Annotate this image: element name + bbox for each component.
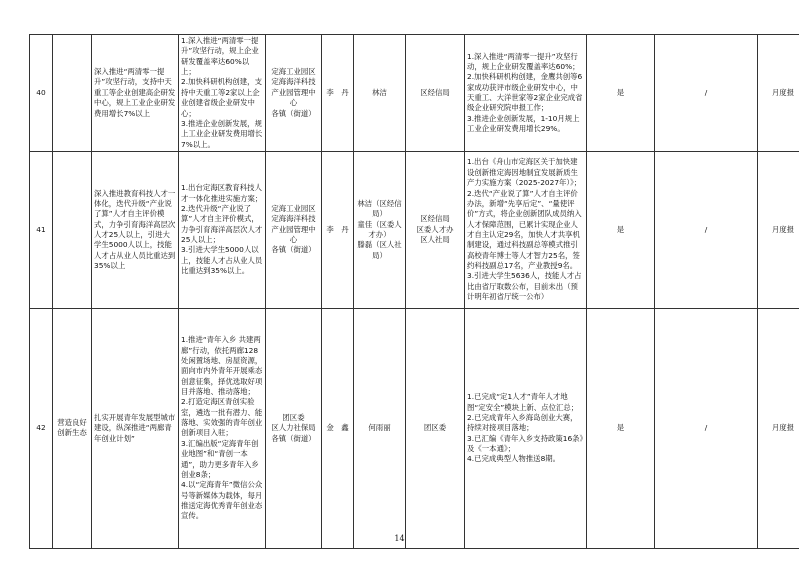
dept-cell: 区经信局 (406, 35, 465, 152)
leader-cell: 李 丹 (322, 151, 354, 308)
person-cell: 林洁（区经信局） 童佳（区委人才办） 滕磊（区人社局） (354, 151, 406, 308)
person-cell: 何雨丽 (354, 308, 406, 548)
table-row (30, 35, 799, 152)
task-cell: 深入推进教育科技人才一体化，迭代升级“产业说了算”人才自主评价模式，力争引育海洋高层次人才25人以上，引进大学生5000人以上，技能人才占从业人员比重达到35%以上 (92, 151, 179, 308)
person-cell: 林洁 (354, 35, 406, 152)
category-cell-empty (53, 35, 92, 152)
task-cell: 扎实开展青年发展型城市建设，纵深推进“两廊青年创业计划” (92, 308, 179, 548)
progress-cell: 1.出台《舟山市定海区关于加快建设创新推定海因地制宜发展新质生产力实施方案（2025-2027年）》； 2.迭代“产业说了算”人才自主评价办法，新增“先享后定”、“量使评价”方式，将企业创新团队成员纳入人才保障范围，已累计实现企业人才自主认定29名，加快人才共享机制建设，通过科技副总等模式推引高校青年博士等人才智力25名，签约科技副总17名，产业教授9名。 3.引进大学生5636人，技能人才占比由省厅取数公布，目前未出（预计明年初省厅统一公布） (465, 151, 587, 308)
frequency-cell: 月度报 (758, 35, 799, 152)
frequency-cell: 月度报 (758, 151, 799, 308)
lead-unit-cell: 定海工业园区 定海海洋科技产业园管理中心 各镇（街道） (266, 151, 322, 308)
lead-unit-cell: 团区委 区人力社保局 各镇（街道） (266, 308, 322, 548)
flag-cell: 是 (587, 35, 655, 152)
task-cell: 深入推进“两清零一提升”攻坚行动，支持中天重工等企业创建高企研发中心，规上工业企业研发费用增长7%以上 (92, 35, 179, 152)
category-cell: 营造良好创新生态 (53, 308, 92, 548)
category-cell-empty (53, 151, 92, 308)
slash-cell: / (655, 151, 758, 308)
leader-cell: 李 丹 (322, 35, 354, 152)
slash-cell: / (655, 308, 758, 548)
row-number: 40 (30, 35, 53, 152)
page-number: 14 (394, 534, 405, 543)
flag-cell: 是 (587, 151, 655, 308)
task-table (29, 34, 799, 549)
dept-cell: 区经信局 区委人才办 区人社局 (406, 151, 465, 308)
table-row (30, 308, 799, 548)
flag-cell: 是 (587, 308, 655, 548)
row-number: 41 (30, 151, 53, 308)
measures-cell: 1.深入推进“两清零一提升”攻坚行动，规上企业研发覆盖率达60%以上； 2.加快科研机构创建，支持中天重工等2家以上企业创建省级企业研发中心； 3.推进企业创新发展，规上工业企业研发费用增长7%以上。 (179, 35, 266, 152)
lead-unit-cell: 定海工业园区 定海海洋科技产业园管理中心 各镇（街道） (266, 35, 322, 152)
progress-cell: 1.深入推进“两清零一提升”攻坚行动，规上企业研发覆盖率达60%； 2.加快科研机构创建，金鹰共创等6家成功获评市级企业研发中心，中天重工、大洋世家等2家企业完成省级企业研究院申报工作； 3.推进企业创新发展，1-10月规上工业企业研发费用增长29%。 (465, 35, 587, 152)
progress-cell: 1.已完成“定1人才”青年人才地图“定安全”模块上新、点位汇总； 2.已完成青年入乡海岛创业大赛，持续对接项目落地； 3.已汇编《青年入乡支持政策16条》及《一本通》； 4.已完成典型人物推送8期。 (465, 308, 587, 548)
dept-cell: 团区委 (406, 308, 465, 548)
measures-cell: 1.出台定海区教育科技人才一体化推进实施方案； 2.迭代升级“产业说了算”人才自主评价模式，力争引育海洋高层次人才25人以上； 3.引进大学生5000人以上，技能人才占从业人员比重达到35%以上。 (179, 151, 266, 308)
row-number: 42 (30, 308, 53, 548)
frequency-cell: 月度报 (758, 308, 799, 548)
measures-cell: 1.推进“青年入乡 共建两廊”行动，依托两廊128处闲置场地、房屋资源，面向市内外青年开展乘态创意征集，择优选取好项目并落地、推动落地； 2.打造定海区青创实验室，遴选一批有潜力、能落地、实效强的青年创业创新项目入驻； 3.汇编出版“定海青年创业地图”和“青创一本通”，助力更多青年入乡创业8条； 4.以“定海青年”微信公众号等新媒体为载体，每月推送定海优秀青年创业态宣传。 (179, 308, 266, 548)
slash-cell: / (655, 35, 758, 152)
leader-cell: 金 鑫 (322, 308, 354, 548)
table-row (30, 151, 799, 308)
